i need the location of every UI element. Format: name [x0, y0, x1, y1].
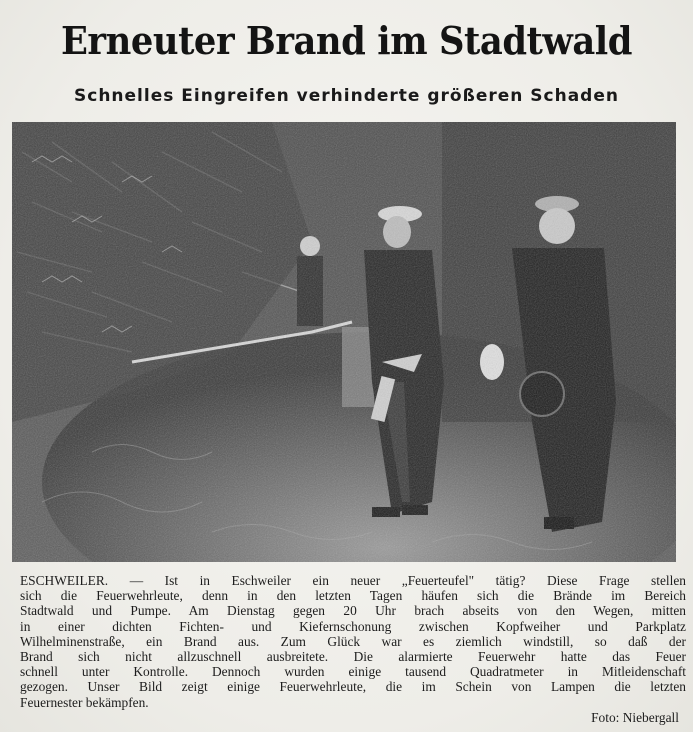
firefighters-night-photo-icon — [12, 122, 676, 562]
article-line: gezogen. Unser Bild zeigt einige Feuerwehrleute, die im Schein von Lampen die letzten — [20, 679, 686, 695]
article-line: Wilhelminenstraße, ein Brand aus. Zum Glück war es ziemlich windstill, so daß der — [20, 633, 686, 649]
news-photo — [12, 122, 676, 562]
headline: Erneuter Brand im Stadtwald — [60, 18, 633, 63]
article-line: ESCHWEILER. — Ist in Eschweiler ein neuer „Feuerteufel" tätig? Diese Frage stellen — [20, 573, 686, 588]
article-line: sich die Feuerwehrleute, denn in den letzten Tagen häufen sich die Brände im Bereich — [20, 588, 686, 604]
article-body — [20, 573, 686, 710]
article-line: schnell unter Kontrolle. Dennoch wurden einige tausend Quadratmeter in Mitleidenschaft — [20, 664, 686, 680]
subheadline: Schnelles Eingreifen verhinderte größeren Schaden — [74, 86, 619, 106]
article-line: Stadtwald und Pumpe. Am Dienstag gegen 20 Uhr brach abseits von den Wegen, mitten — [20, 603, 686, 619]
article-line: Brand sich nicht allzuschnell ausbreitete. Die alarmierte Feuerwehr hatte das Feuer — [20, 649, 686, 665]
article-line: in einer dichten Fichten- und Kiefernschonung zwischen Kopfweiher und Parkplatz — [20, 618, 686, 634]
photo-credit: Foto: Niebergall — [591, 710, 679, 725]
article-line: Feuernester bekämpfen. — [20, 694, 149, 710]
